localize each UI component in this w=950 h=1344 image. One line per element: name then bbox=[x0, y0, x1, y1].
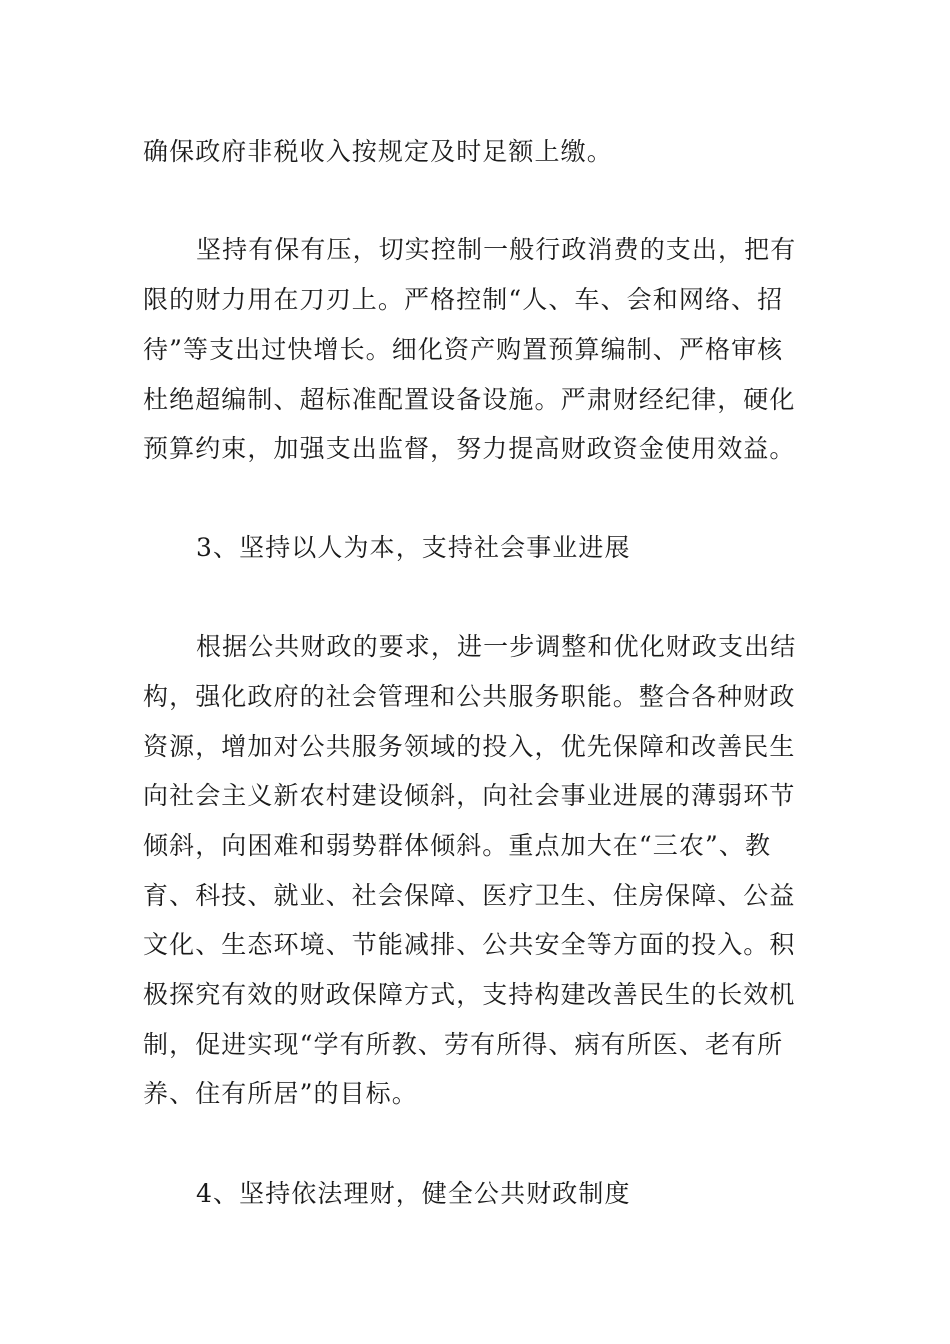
paragraph-line: 限的财力用在刀刃上。严格控制“人、车、会和网络、招 bbox=[143, 285, 784, 314]
paragraph-line: 待”等支出过快增长。细化资产购置预算编制、严格审核 bbox=[143, 335, 784, 364]
paragraph-line: 构，强化政府的社会管理和公共服务职能。整合各种财政 bbox=[143, 682, 796, 711]
paragraph-line: 确保政府非税收入按规定及时足额上缴。 bbox=[143, 137, 613, 166]
paragraph-line: 杜绝超编制、超标准配置设备设施。严肃财经纪律，硬化 bbox=[143, 385, 796, 414]
paragraph-line: 坚持有保有压，切实控制一般行政消费的支出，把有 bbox=[196, 235, 797, 264]
paragraph-line: 向社会主义新农村建设倾斜，向社会事业进展的薄弱环节 bbox=[143, 781, 796, 810]
paragraph-line: 倾斜，向困难和弱势群体倾斜。重点加大在“三农”、教 bbox=[143, 831, 772, 860]
paragraph-line: 制，促进实现“学有所教、劳有所得、病有所医、老有所 bbox=[143, 1030, 784, 1059]
paragraph-line: 资源，增加对公共服务领域的投入，优先保障和改善民生 bbox=[143, 732, 796, 761]
paragraph-line: 预算约束，加强支出监督，努力提高财政资金使用效益。 bbox=[143, 434, 796, 463]
section-heading: 3、坚持以人为本，支持社会事业进展 bbox=[196, 533, 631, 562]
section-heading: 4、坚持依法理财，健全公共财政制度 bbox=[196, 1179, 631, 1208]
paragraph-line: 育、科技、就业、社会保障、医疗卫生、住房保障、公益 bbox=[143, 881, 796, 910]
paragraph-line: 极探究有效的财政保障方式，支持构建改善民生的长效机 bbox=[143, 980, 796, 1009]
paragraph-line: 根据公共财政的要求，进一步调整和优化财政支出结 bbox=[196, 632, 797, 661]
paragraph-line: 养、住有所居”的目标。 bbox=[143, 1079, 418, 1108]
paragraph-line: 文化、生态环境、节能减排、公共安全等方面的投入。积 bbox=[143, 930, 796, 959]
